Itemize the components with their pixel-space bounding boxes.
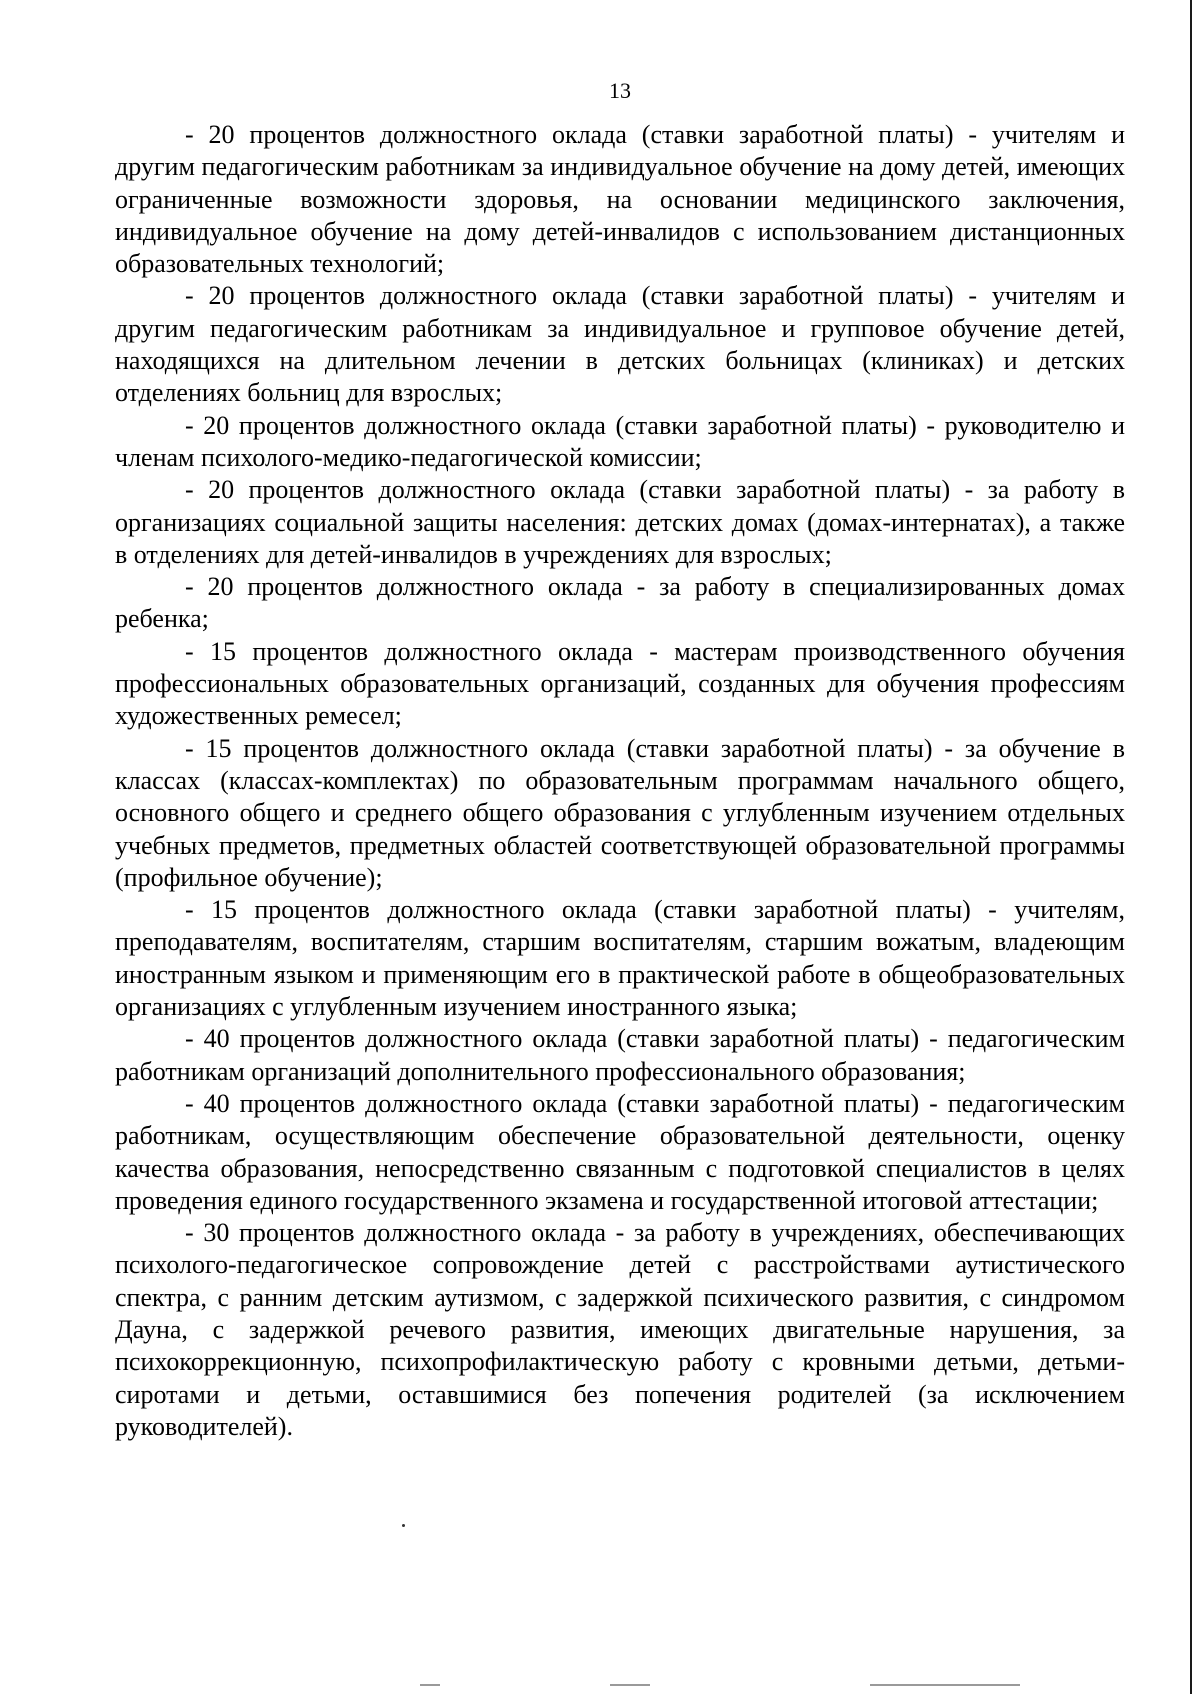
scan-edge-line <box>1190 0 1192 1694</box>
document-body <box>115 119 1125 1443</box>
paragraph: - 15 процентов должностного оклада - мастерам производственного обучения профессиональных образовательных организаций, созданных для обучения профессиям художественных ремесел; <box>115 636 1125 731</box>
scan-speck <box>402 1524 405 1527</box>
paragraph: - 20 процентов должностного оклада - за работу в специализированных домах ребенка; <box>115 572 1125 634</box>
paragraph: - 15 процентов должностного оклада (ставки заработной платы) - за обучение в классах (классах-комплектах) по образовательным программам начального общего, основного общего и среднего общего образования с углубленным изучением отдельных учебных предметов, предметных областей соответствующей образовательной программы (профильное обучение); <box>115 733 1125 892</box>
paragraph: - 20 процентов должностного оклада (ставки заработной платы) - учителям и другим педагогическим работникам за индивидуальное обучение на дому детей, имеющих ограниченные возможности здоровья, на основании медицинского заключения, индивидуальное обучение на дому детей-инвалидов с использованием дистанционных образовательных технологий; <box>115 120 1125 279</box>
paragraph: - 20 процентов должностного оклада (ставки заработной платы) - руководителю и членам психолого-медико-педагогической комиссии; <box>115 410 1125 472</box>
scan-speck <box>610 1684 650 1686</box>
paragraph: - 30 процентов должностного оклада - за работу в учреждениях, обеспечивающих психолого-педагогическое сопровождение детей с расстройствами аутистического спектра, с ранним детским аутизмом, с задержкой психического развития, с синдромом Дауна, с задержкой речевого развития, имеющих двигательные нарушения, за психокоррекционную, психопрофилактическую работу с кровными детьми, детьми-сиротами и детьми, оставшимися без попечения родителей (за исключением руководителей). <box>115 1218 1125 1441</box>
paragraph: - 15 процентов должностного оклада (ставки заработной платы) - учителям, преподавателям, воспитателям, старшим воспитателям, старшим вожатым, владеющим иностранным языком и применяющим его в практической работе в общеобразовательных организациях с углубленным изучением иностранного языка; <box>115 895 1125 1022</box>
scan-speck <box>420 1684 440 1686</box>
paragraph: - 20 процентов должностного оклада (ставки заработной платы) - за работу в организациях социальной защиты населения: детских домах (домах-интернатах), а также в отделениях для детей-инвалидов в учреждениях для взрослых; <box>115 475 1125 569</box>
paragraph: - 40 процентов должностного оклада (ставки заработной платы) - педагогическим работникам организаций дополнительного профессионального образования; <box>115 1024 1125 1086</box>
scan-speck <box>870 1684 1020 1686</box>
page-number: 13 <box>609 78 631 103</box>
paragraph: - 20 процентов должностного оклада (ставки заработной платы) - учителям и другим педагогическим работникам за индивидуальное и групповое обучение детей, находящихся на длительном лечении в детских больницах (клиниках) и детских отделениях больниц для взрослых; <box>115 281 1125 408</box>
paragraph: - 40 процентов должностного оклада (ставки заработной платы) - педагогическим работникам, осуществляющим обеспечение образовательной деятельности, оценку качества образования, непосредственно связанным с подготовкой специалистов в целях проведения единого государственного экзамена и государственной итоговой аттестации; <box>115 1088 1125 1215</box>
